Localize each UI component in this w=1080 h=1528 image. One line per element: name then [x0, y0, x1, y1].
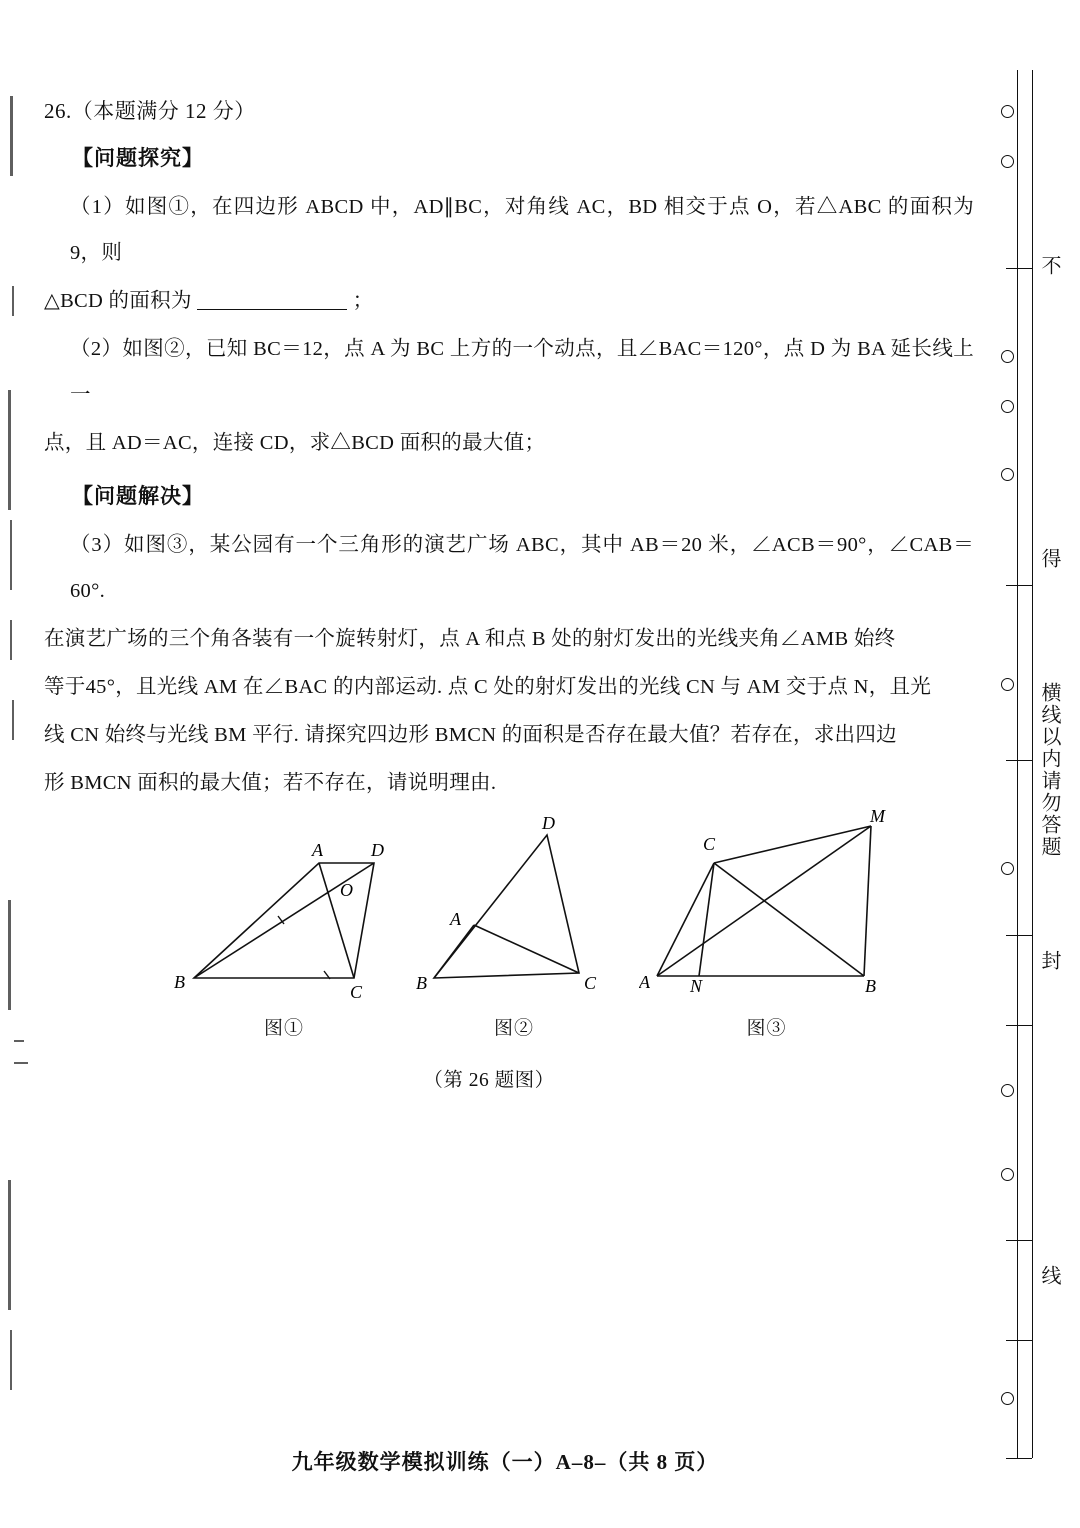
svg-text:B: B	[174, 972, 185, 992]
seal-text-line: 线	[1038, 1265, 1060, 1287]
figure-1	[174, 838, 404, 1040]
figure-3-caption: 图③	[746, 1018, 787, 1039]
svg-text:D: D	[371, 840, 384, 860]
seal-dash	[1006, 1025, 1032, 1026]
seal-circle	[1001, 468, 1014, 481]
svg-text:N: N	[690, 976, 703, 996]
seal-circle	[1001, 1084, 1014, 1097]
seal-text-seal: 封	[1038, 950, 1060, 972]
question-part-2-line-2	[44, 420, 974, 466]
seal-circle	[1001, 1168, 1014, 1181]
question-header	[44, 96, 974, 126]
page-footer	[0, 1446, 1080, 1476]
scan-artifact	[8, 900, 11, 1010]
part-3-l4: 线 CN 始终与光线 BM 平行. 请探究四边形 BMCN 的面积是否存在最大值？若存在，求出四边	[44, 724, 897, 746]
part-1-answer-line-wrap	[44, 278, 974, 324]
scan-artifact	[12, 286, 14, 316]
svg-text:C: C	[350, 982, 363, 1002]
question-part-3-line-3	[44, 664, 974, 710]
seal-circle	[1001, 1392, 1014, 1405]
svg-text:O: O	[340, 880, 353, 900]
seal-circle	[1001, 155, 1014, 168]
scan-artifact	[12, 700, 14, 740]
scan-artifact	[10, 620, 12, 660]
question-number: 26.	[44, 99, 72, 123]
answer-blank[interactable]	[197, 309, 347, 310]
section-title-explore: 【问题探究】	[72, 146, 204, 170]
seal-vertical-line-inner	[1032, 70, 1033, 1458]
figure-1-caption: 图①	[263, 1018, 304, 1039]
seal-dash	[1006, 1240, 1032, 1241]
question-part-1-line-2	[44, 278, 974, 324]
question-body	[44, 96, 974, 1092]
seal-circle	[1001, 400, 1014, 413]
figure-group-caption: （第 26 题图）	[423, 1070, 555, 1091]
figure-group	[44, 808, 974, 1058]
svg-text:C: C	[584, 973, 597, 993]
question-part-3-line-1: （3）如图③，某公园有一个三角形的演艺广场 ABC，其中 AB＝20 米，∠ACB＝90°，∠CAB＝60°.	[70, 534, 974, 602]
figure-2-caption: 图②	[493, 1018, 534, 1039]
scan-artifact	[8, 1180, 11, 1310]
scan-artifact	[10, 520, 12, 590]
part-3-l5: 形 BMCN 面积的最大值；若不存在，请说明理由.	[44, 772, 497, 794]
question-part-3-line-5	[44, 760, 974, 806]
figure-2-drawing	[414, 813, 634, 1008]
seal-dash	[1006, 760, 1032, 761]
svg-text:A: A	[450, 909, 461, 929]
svg-text:B: B	[416, 973, 427, 993]
seal-vertical-line-outer	[1017, 70, 1018, 1458]
scan-artifact	[14, 1040, 24, 1042]
svg-text:B: B	[865, 976, 876, 996]
question-part-2-line-1: （2）如图②，已知 BC＝12，点 A 为 BC 上方的一个动点，且∠BAC＝120°，点 D 为 BA 延长线上一	[70, 338, 974, 406]
question-score-note: （本题满分 12 分）	[71, 99, 256, 123]
svg-text:A: A	[639, 972, 650, 992]
scan-artifact	[10, 1330, 12, 1390]
svg-text:A: A	[312, 840, 323, 860]
question-part-3-line-2	[44, 616, 974, 662]
figure-3	[639, 808, 899, 1040]
seal-dash	[1006, 1340, 1032, 1341]
part-3-l2: 在演艺广场的三个角各装有一个旋转射灯，点 A 和点 B 处的射灯发出的光线夹角∠AMB 始终	[44, 628, 896, 650]
seal-circle	[1001, 862, 1014, 875]
seal-dash	[1006, 935, 1032, 936]
svg-text:M: M	[870, 808, 885, 826]
scan-artifact	[10, 96, 13, 176]
seal-text-mid: 得	[1038, 548, 1060, 570]
part-1-text-tail: △BCD 的面积为	[44, 290, 192, 312]
seal-strip	[970, 0, 1080, 1528]
seal-circle	[1001, 678, 1014, 691]
seal-text-top: 不	[1038, 255, 1060, 277]
part-3-l3: 等于45°，且光线 AM 在∠BAC 的内部运动. 点 C 处的射灯发出的光线 CN 与 AM 交于点 N，且光	[44, 676, 932, 698]
scan-artifact	[8, 390, 11, 510]
figure-3-drawing	[639, 808, 899, 1008]
figure-2	[414, 813, 634, 1040]
svg-text:D: D	[542, 813, 555, 833]
seal-circle	[1001, 105, 1014, 118]
seal-circle	[1001, 350, 1014, 363]
footer-text: 九年级数学模拟训练（一）A–8–（共 8 页）	[291, 1450, 719, 1474]
section-title-solve: 【问题解决】	[72, 484, 204, 508]
svg-text:C: C	[703, 834, 716, 854]
seal-dash	[1006, 268, 1032, 269]
question-part-3-line-4	[44, 712, 974, 758]
part-1-end-punct: ；	[352, 290, 374, 312]
question-part-1-line-1: （1）如图①，在四边形 ABCD 中，AD∥BC，对角线 AC，BD 相交于点 O，若△ABC 的面积为 9，则	[70, 196, 974, 264]
seal-text-body: 横线以内请勿答题	[1038, 682, 1060, 858]
figure-1-drawing	[174, 838, 404, 1008]
seal-dash	[1006, 585, 1032, 586]
part-2-tail: 点，且 AD＝AC，连接 CD，求△BCD 面积的最大值；	[44, 432, 546, 454]
